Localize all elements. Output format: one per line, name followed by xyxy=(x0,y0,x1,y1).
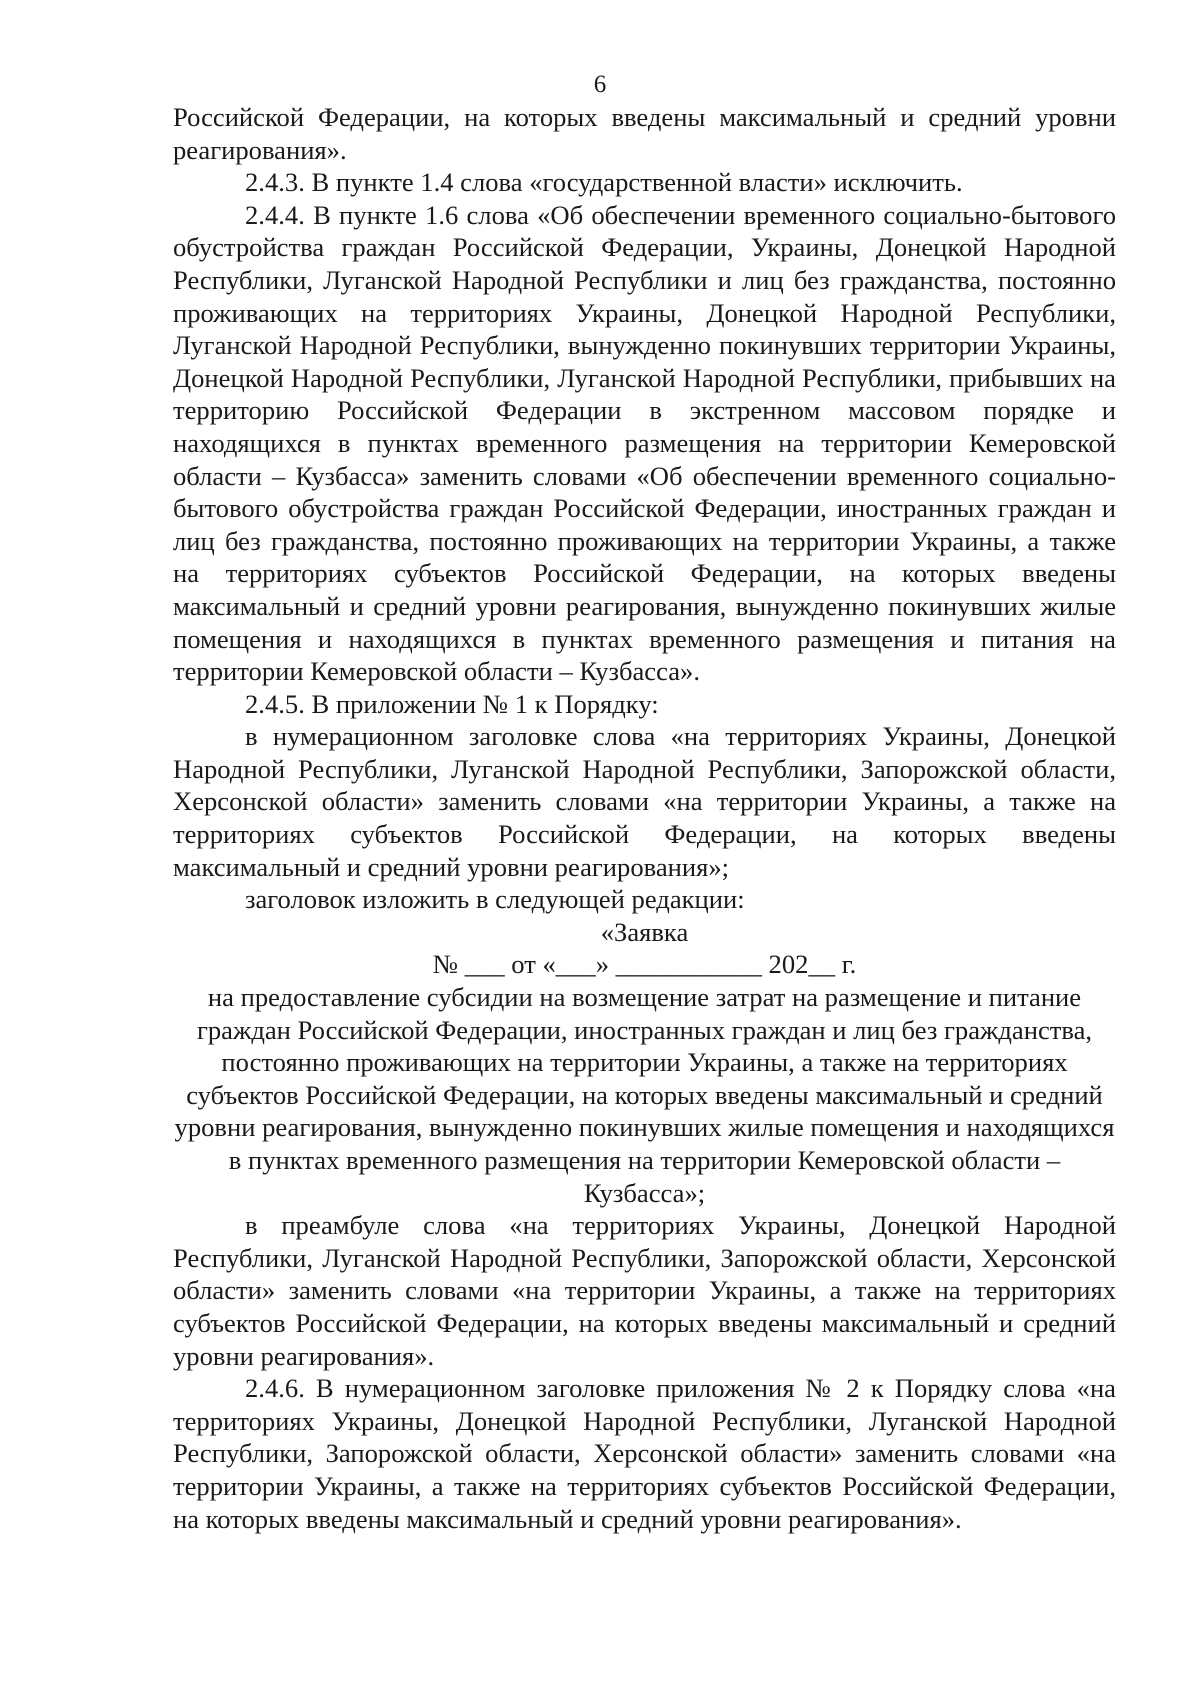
paragraph-heading-edit: заголовок изложить в следующей редакции: xyxy=(245,884,745,915)
paragraph-continuation: Российской Федерации, на которых введены максимальный и средний уровни реагирования». xyxy=(173,102,1116,165)
document-body xyxy=(173,101,1116,1535)
paragraph-2-4-4: 2.4.4. В пункте 1.6 слова «Об обеспечении временного социально-бытового обустройства граждан Российской Федерации, Украины, Донецкой Народной Республики, Луганской Народной Республики и лиц без гражданства, постоянно проживающих на территориях Украины, Донецкой Народной Республики, Луганской Народной Республики, вынужденно покинувших территории Украины, Донецкой Народной Республики, Луганской Народной Республики, прибывших на территорию Российской Федерации в экстренном массовом порядке и находящихся в пунктах временного размещения на территории Кемеровской области – Кузбасса» заменить словами «Об обеспечении временного социально-бытового обустройства граждан Российской Федерации, иностранных граждан и лиц без гражданства, постоянно проживающих на территории Украины, а также на территориях субъектов Российской Федерации, на которых введены максимальный и средний уровни реагирования, вынужденно покинувших жилые помещения и находящихся в пунктах временного размещения и питания на территории Кемеровской области – Кузбасса». xyxy=(173,199,1116,687)
paragraph-numbered-heading: в нумерационном заголовке слова «на территориях Украины, Донецкой Народной Республики, Луганской Народной Республики, Запорожской области, Херсонской области» заменить словами «на территории Украины, а также на территориях субъектов Российской Федерации, на которых введены максимальный и средний уровни реагирования»; xyxy=(173,721,1116,882)
application-title: «Заявка xyxy=(600,916,689,947)
page-number: 6 xyxy=(593,71,607,98)
paragraph-2-4-6: 2.4.6. В нумерационном заголовке приложения № 2 к Порядку слова «на территориях Украины, Донецкой Народной Республики, Луганской Народной Республики, Запорожской области, Херсонской области» заменить словами «на территории Украины, а также на территориях субъектов Российской Федерации, на которых введены максимальный и средний уровни реагирования». xyxy=(173,1373,1116,1534)
application-subject: на предоставление субсидии на возмещение затрат на размещение и питание граждан Российской Федерации, иностранных граждан и лиц без гражданства, постоянно проживающих на территории Украины, а также на территориях субъектов Российской Федерации, на которых введены максимальный и средний уровни реагирования, вынужденно покинувших жилые помещения и находящихся в пунктах временного размещения на территории Кемеровской области – Кузбасса»; xyxy=(174,982,1115,1208)
paragraph-preamble: в преамбуле слова «на территориях Украины, Донецкой Народной Республики, Луганской Народной Республики, Запорожской области, Херсонской области» заменить словами «на территории Украины, а также на территориях субъектов Российской Федерации, на которых введены максимальный и средний уровни реагирования». xyxy=(173,1210,1116,1371)
paragraph-2-4-3: 2.4.3. В пункте 1.4 слова «государственной власти» исключить. xyxy=(245,167,963,198)
paragraph-2-4-5: 2.4.5. В приложении № 1 к Порядку: xyxy=(245,688,659,719)
application-number-line: № ___ от «___» ___________ 202__ г. xyxy=(432,949,857,980)
